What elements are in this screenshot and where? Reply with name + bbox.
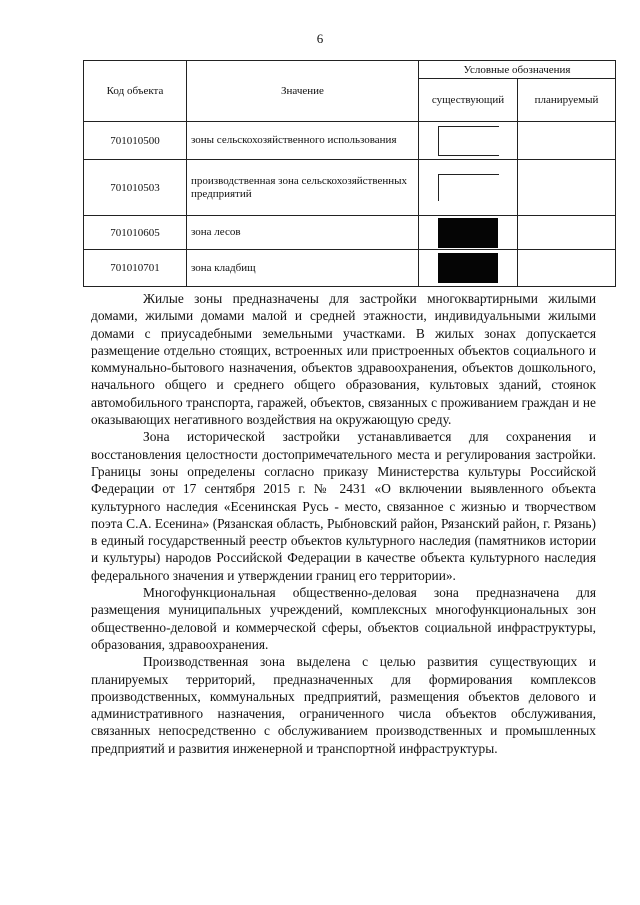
table-row xyxy=(84,122,616,160)
table-row xyxy=(84,250,616,287)
paragraph-business-zone: Многофункциональная общественно-деловая зона предназначена для размещения муниципальных учреждений, комплексных многофункциональных зон общественно-деловой и коммерческой сферы, объектов социальной инфраструктуры, образования, здравоохранения. xyxy=(91,585,596,652)
planned-symbol-cell xyxy=(518,216,616,250)
planned-symbol-cell xyxy=(518,160,616,216)
row-value: зона кладбищ xyxy=(187,250,419,287)
paragraph-production-zone: Производственная зона выделена с целью развития существующих и планируемых территорий, предназначенных для формирования комплексов производственных, коммунальных предприятий, размещения объектов делового и административного назначения, ограниченного числа объектов обслуживания, связанных непосредственно с обслуживанием производственных и промышленных предприятий и развития инженерной и транспортной инфраструктуры. xyxy=(91,654,596,756)
agri-production-zone-symbol xyxy=(438,174,499,201)
page-number: 6 xyxy=(316,31,324,46)
planned-symbol-cell xyxy=(518,122,616,160)
header-existing: существующий xyxy=(419,79,518,122)
planned-symbol-cell xyxy=(518,250,616,287)
row-code: 701010500 xyxy=(84,122,187,160)
existing-symbol-cell xyxy=(419,216,518,250)
header-symbols: Условные обозначения xyxy=(419,61,616,79)
existing-symbol-cell xyxy=(419,160,518,216)
legend-table xyxy=(83,60,616,287)
header-code: Код объекта xyxy=(84,61,187,122)
agricultural-zone-symbol xyxy=(438,126,499,156)
body-text xyxy=(91,290,596,757)
row-value: производственная зона сельскохозяйственных предприятий xyxy=(187,160,419,216)
table-row xyxy=(84,160,616,216)
paragraph-historic-zone: Зона исторической застройки устанавливается для сохранения и восстановления целостности достопримечательного места и регулирования застройки. Границы зоны определены согласно приказу Министерства культуры Российской Федерации от 17 сентября 2015 г. № 2431 «О включении выявленного объекта культурного наследия «Есенинская Русь - место, связанное с жизнью и творчеством поэта С.А. Есенина» (Рязанская область, Рыбновский район, Рязанский район, г. Рязань) в единый государственный реестр объектов культурного наследия (памятников истории и культуры) народов Российской Федерации в качестве объекта культурного наследия федерального значения и утверждении границ его территории». xyxy=(91,429,596,583)
row-code: 701010701 xyxy=(84,250,187,287)
row-value: зоны сельскохозяйственного использования xyxy=(187,122,419,160)
row-value: зона лесов xyxy=(187,216,419,250)
forest-zone-symbol xyxy=(438,218,498,248)
existing-symbol-cell xyxy=(419,122,518,160)
row-code: 701010503 xyxy=(84,160,187,216)
existing-symbol-cell xyxy=(419,250,518,287)
row-code: 701010605 xyxy=(84,216,187,250)
cemetery-zone-symbol xyxy=(438,253,498,283)
header-planned: планируемый xyxy=(518,79,616,122)
table-row xyxy=(84,216,616,250)
header-value: Значение xyxy=(187,61,419,122)
paragraph-residential-zones: Жилые зоны предназначены для застройки многоквартирными жилыми домами, жилыми домами малой и средней этажности, индивидуальными жилыми домами с приусадебными земельными участками. В жилых зонах допускается размещение отдельно стоящих, встроенных или пристроенных объектов социального и коммунально-бытового назначения, объектов здравоохранения, объектов дошкольного, начального общего и среднего общего образования, культовых зданий, стоянок автомобильного транспорта, гаражей, объектов, связанных с проживанием граждан и не оказывающих негативного воздействия на окружающую среду. xyxy=(91,291,596,428)
